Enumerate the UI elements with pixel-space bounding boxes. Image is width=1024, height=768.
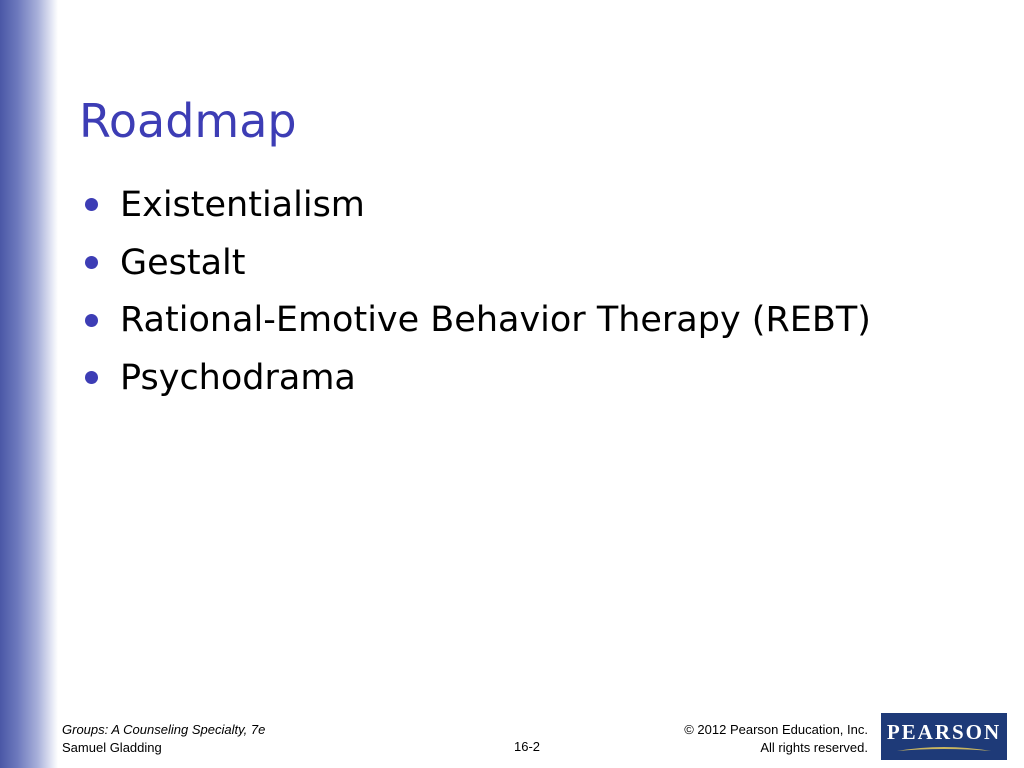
pearson-logo-text: PEARSON: [886, 720, 1002, 744]
footer-rights-line: All rights reserved.: [760, 740, 868, 755]
bullet-dot-icon: [85, 198, 98, 211]
left-gradient-bar: [0, 0, 58, 768]
pearson-logo: [881, 713, 1007, 760]
footer-book-info: [62, 721, 265, 757]
footer-page-number: 16-2: [514, 739, 541, 754]
slide-title: Roadmap: [79, 94, 297, 148]
bullet-item: [85, 234, 871, 292]
logo-swoosh-icon: [895, 744, 993, 754]
footer-author: Samuel Gladding: [62, 740, 162, 755]
bullet-text: Gestalt: [120, 242, 246, 283]
bullet-text: Psychodrama: [120, 357, 356, 398]
bullet-dot-icon: [85, 371, 98, 384]
footer-copyright-line: © 2012 Pearson Education, Inc.: [684, 722, 868, 737]
bullet-item: [85, 176, 871, 234]
bullet-text: Existentialism: [120, 184, 365, 225]
bullet-text: Rational-Emotive Behavior Therapy (REBT): [120, 300, 871, 341]
bullet-dot-icon: [85, 314, 98, 327]
bullet-item: [85, 349, 871, 407]
bullet-item: [85, 291, 871, 349]
bullet-list: [85, 176, 871, 407]
bullet-dot-icon: [85, 256, 98, 269]
footer-copyright: [684, 721, 868, 757]
footer-book-title: Groups: A Counseling Specialty, 7e: [62, 722, 266, 737]
